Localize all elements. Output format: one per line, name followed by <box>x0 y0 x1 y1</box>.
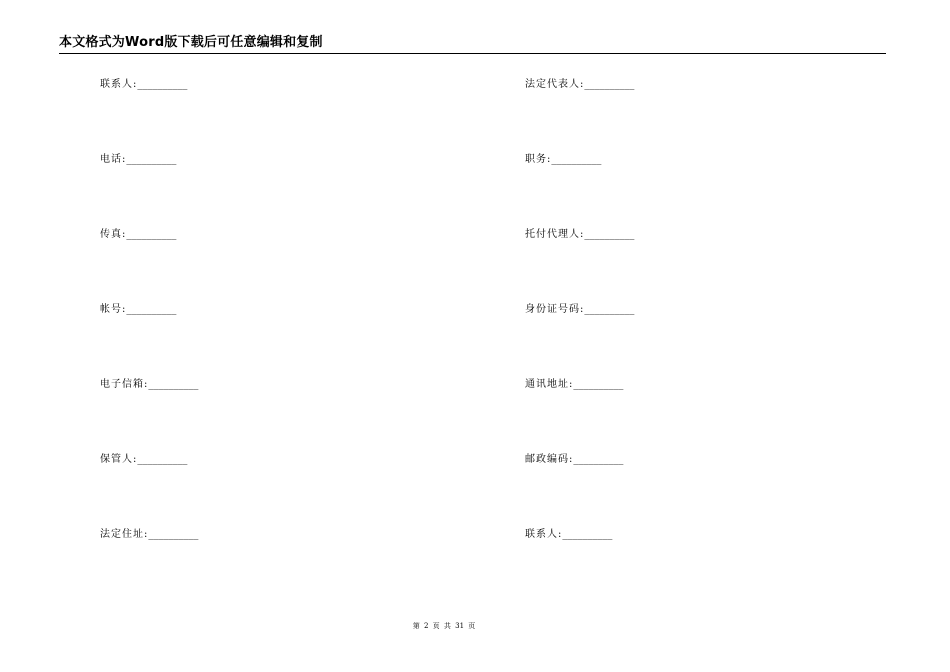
fill-blank: __________ <box>584 79 635 90</box>
fill-blank: __________ <box>573 379 624 390</box>
fill-blank: __________ <box>584 304 635 315</box>
field-authorized-agent <box>525 228 634 242</box>
field-label: 帐号: <box>100 304 127 315</box>
fill-blank: __________ <box>584 229 635 240</box>
fill-blank: __________ <box>137 79 188 90</box>
field-label: 电话: <box>100 154 127 165</box>
fill-blank: __________ <box>551 154 602 165</box>
field-account <box>100 303 176 317</box>
fill-blank: __________ <box>126 304 177 315</box>
footer-page-number: 2 <box>423 622 429 630</box>
field-legal-address <box>100 528 198 542</box>
field-email <box>100 378 198 392</box>
field-label: 电子信箱: <box>100 379 149 390</box>
field-label: 托付代理人: <box>525 229 585 240</box>
field-phone <box>100 153 176 167</box>
field-label: 职务: <box>525 154 552 165</box>
field-label: 身份证号码: <box>525 304 585 315</box>
fill-blank: __________ <box>573 454 624 465</box>
page-footer <box>0 621 888 631</box>
header-title: 本文格式为Word版下载后可任意编辑和复制 <box>59 35 323 50</box>
field-postal-code <box>525 453 623 467</box>
fill-blank: __________ <box>148 529 199 540</box>
field-contact-person <box>100 78 187 92</box>
field-position <box>525 153 601 167</box>
field-label: 联系人: <box>525 529 563 540</box>
footer-page-prefix: 第 <box>412 622 420 630</box>
page-header <box>59 34 886 54</box>
fill-blank: __________ <box>137 454 188 465</box>
field-label: 邮政编码: <box>525 454 574 465</box>
field-label: 法定住址: <box>100 529 149 540</box>
field-label: 联系人: <box>100 79 138 90</box>
fill-blank: __________ <box>126 229 177 240</box>
fill-blank: __________ <box>562 529 613 540</box>
footer-total-pages: 31 <box>455 622 465 630</box>
field-label: 通讯地址: <box>525 379 574 390</box>
field-id-number <box>525 303 634 317</box>
footer-total-prefix: 共 <box>443 622 451 630</box>
field-label: 保管人: <box>100 454 138 465</box>
field-label: 传真: <box>100 229 127 240</box>
fill-blank: __________ <box>148 379 199 390</box>
field-label: 法定代表人: <box>525 79 585 90</box>
field-mailing-address <box>525 378 623 392</box>
field-fax <box>100 228 176 242</box>
footer-page-unit: 页 <box>432 622 440 630</box>
fill-blank: __________ <box>126 154 177 165</box>
field-legal-representative <box>525 78 634 92</box>
field-contact-person-right <box>525 528 612 542</box>
footer-total-unit: 页 <box>468 622 476 630</box>
field-custodian <box>100 453 187 467</box>
